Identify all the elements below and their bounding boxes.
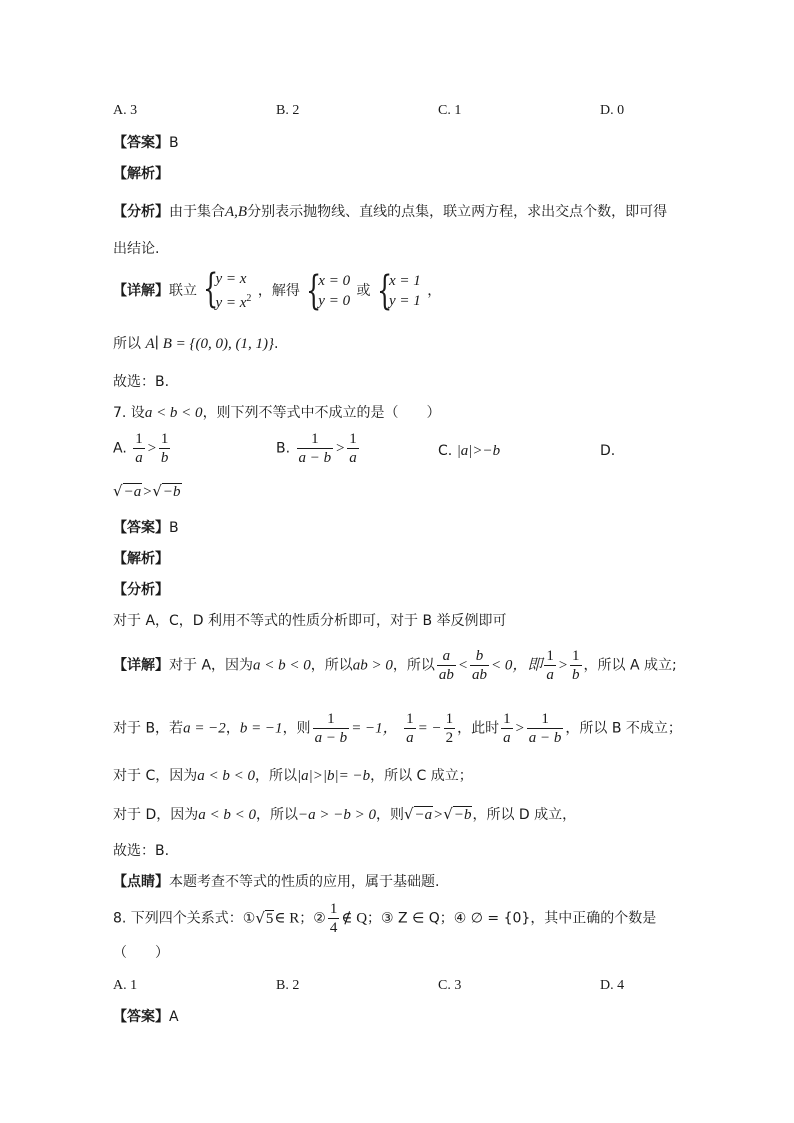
q7-fenxi-text: 对于 A，C，D 利用不等式的性质分析即可，对于 B 举反例即可: [113, 613, 507, 629]
q8-paren: （ ）: [113, 945, 169, 961]
fraction: [404, 710, 416, 747]
question-text: ，则下列不等式中不成立的是（ ）: [202, 405, 441, 421]
detail-text: ，所以: [392, 657, 435, 674]
q6-result: [113, 334, 278, 354]
q7-stem: [113, 403, 441, 423]
fenxi-text: 分别表示抛物线、直线的点集，联立两方程，求出交点个数，即可得: [247, 204, 668, 220]
sqrt: √−a: [403, 805, 433, 823]
fraction: [570, 647, 582, 684]
question-text: ，其中正确的个数是: [530, 910, 657, 927]
answer-tag: 【答案】: [113, 135, 169, 151]
question-number: 8. 下列四个关系式：①: [113, 910, 256, 927]
detail-text: ，所以: [310, 657, 353, 674]
detail-text: ，此时: [457, 720, 500, 737]
detail-text: ，所以: [254, 768, 297, 784]
numerator: 1: [329, 901, 338, 917]
q8-answer: [113, 1007, 179, 1027]
question-text: ；③ Z ∈ Q: [367, 910, 440, 927]
numerator: 1: [445, 711, 454, 727]
numerator: 1: [546, 648, 554, 664]
question-text: ；②: [299, 910, 326, 927]
sqrt: √5: [255, 909, 274, 927]
denominator: a − b: [314, 730, 348, 746]
q6-analysis: [113, 164, 169, 184]
q7-detail-d: [113, 804, 576, 825]
q7-fenxi-tag: [113, 580, 169, 600]
fraction: [159, 430, 171, 467]
answer-tag: 【答案】: [113, 520, 169, 536]
option-label: B.: [276, 440, 291, 457]
detail-text: ，所以 B 不成立；: [565, 720, 682, 737]
var: b: [173, 484, 181, 500]
q8-option-d: D. 4: [600, 978, 625, 993]
detail-tag: 【详解】: [113, 283, 169, 299]
fraction: [133, 430, 145, 467]
var: a: [424, 807, 433, 823]
q7-option-c: [438, 441, 500, 461]
denominator: a − b: [298, 450, 332, 466]
dianjing-text: 本题考查不等式的性质的应用，属于基础题.: [169, 874, 440, 890]
numerator: 1: [160, 431, 169, 447]
q7-option-b: [276, 430, 361, 474]
math-sets: A,B: [225, 204, 248, 220]
equation-base: y = x: [215, 295, 247, 311]
operator: >: [335, 440, 346, 457]
question-number: 7. 设: [113, 405, 145, 421]
detail-text: 对于 B，若: [113, 720, 184, 737]
result-expression: A∣ B = {(0, 0), (1, 1)}: [145, 336, 274, 352]
radicand: −a: [123, 484, 142, 500]
q6-fenxi-cont: 出结论.: [113, 241, 160, 257]
q6-fenxi: [113, 202, 667, 222]
radicand: −b: [162, 484, 181, 500]
q6-option-a: A. 3: [113, 103, 138, 118]
denominator: b: [160, 450, 169, 466]
fraction: [347, 430, 359, 467]
fraction: [297, 430, 334, 467]
denominator: a: [406, 730, 414, 746]
q7-answer: [113, 518, 179, 538]
q8-option-a: A. 1: [113, 978, 138, 993]
analysis-tag: 【解析】: [113, 551, 169, 567]
fraction: [470, 647, 489, 684]
math-expression: = −: [417, 720, 442, 737]
denominator: a: [135, 450, 143, 466]
denominator: ab: [472, 667, 488, 683]
option-label: C.: [438, 443, 453, 459]
q7-option-d-expr: [113, 481, 182, 502]
math-expression: a < b < 0: [197, 768, 255, 784]
equation-system-1: { y = x $y = x^2$: [203, 266, 252, 312]
numerator: 1: [313, 710, 350, 729]
fenxi-tag: 【分析】: [113, 582, 169, 598]
answer-value: B: [169, 135, 179, 151]
equation: y = 1: [388, 293, 421, 309]
q6-option-b: B. 2: [276, 103, 300, 118]
detail-text: ，所以 D 成立，: [472, 807, 577, 823]
denominator: a − b: [528, 730, 562, 746]
fenxi-text: 由于集合: [169, 204, 225, 220]
denominator: a: [503, 730, 511, 746]
numerator: 1: [135, 431, 143, 447]
math-expression: a < b < 0: [198, 807, 256, 823]
operator: >: [514, 720, 525, 737]
option-label: A.: [113, 440, 127, 457]
detail-text: 对于 D，因为: [113, 807, 199, 823]
detail-text: ，则: [375, 807, 404, 823]
numerator: 1: [572, 648, 580, 664]
detail-text: ，所以 C 成立；: [370, 768, 473, 784]
analysis-tag: 【解析】: [113, 166, 169, 182]
detail-text: 联立: [169, 283, 197, 299]
denominator: 2: [445, 730, 454, 746]
result-text: 所以: [113, 336, 141, 352]
equation-system-3: { x = 1 y = 1: [376, 268, 421, 314]
answer-tag: 【答案】: [113, 1009, 169, 1025]
q8-stem: [113, 900, 656, 940]
option-label: D.: [600, 443, 616, 459]
math-expression: ab > 0: [352, 657, 393, 674]
numerator: 1: [297, 430, 334, 449]
equation: [215, 289, 251, 313]
operator: >: [142, 484, 153, 500]
answer-value: B: [169, 520, 179, 536]
detail-text: ，: [427, 283, 442, 299]
q8-option-c: C. 3: [438, 978, 462, 993]
fraction: [501, 710, 513, 747]
operator: <: [457, 657, 469, 674]
numerator: b: [470, 647, 489, 666]
fraction: [527, 710, 564, 747]
detail-text: ，所以 A 成立;: [583, 657, 677, 674]
q6-option-c: C. 1: [438, 103, 462, 118]
math-relation: ∈ R: [274, 910, 300, 927]
sqrt: √−a: [113, 482, 142, 500]
denominator: 4: [329, 920, 338, 936]
fraction: [313, 710, 350, 747]
equation: y = 0: [318, 293, 351, 309]
result-text: .: [274, 336, 279, 352]
fenxi-tag: 【分析】: [113, 204, 169, 220]
equation: x = 1: [388, 273, 421, 289]
q7-detail-c: [113, 766, 473, 786]
denominator: ab: [438, 667, 454, 683]
answer-value: A: [169, 1009, 179, 1025]
q8-option-b: B. 2: [276, 978, 300, 993]
denominator: b: [572, 667, 580, 683]
sqrt: √−b: [152, 482, 181, 500]
operator: >: [146, 440, 157, 457]
detail-text: 对于 A，因为: [169, 657, 254, 674]
numerator: 1: [527, 710, 564, 729]
var: a: [133, 484, 142, 500]
math-expression: |a|>|b|= −b: [296, 768, 371, 784]
q7-analysis: [113, 549, 169, 569]
math-expression: a < b < 0: [253, 657, 311, 674]
fraction: [544, 647, 556, 684]
equation-system-2: { x = 0 y = 0: [306, 268, 351, 314]
numerator: 1: [406, 711, 414, 727]
q6-detail: [113, 266, 442, 317]
sqrt: √−b: [443, 805, 472, 823]
denominator: a: [546, 667, 554, 683]
math-expression: |a|>−b: [456, 443, 501, 459]
math-expression: < 0，即: [491, 657, 543, 674]
equation: x = 0: [318, 273, 351, 289]
detail-text: ，所以: [255, 807, 298, 823]
equation: y = x: [215, 271, 247, 287]
fraction: [444, 710, 456, 747]
fraction: [328, 900, 340, 937]
q6-option-d: D. 0: [600, 103, 625, 118]
math-expression: a < b < 0: [144, 405, 203, 421]
operator: >: [433, 807, 444, 823]
q7-dianjing: [113, 872, 439, 892]
numerator: a: [437, 647, 456, 666]
q7-option-a: [113, 430, 172, 474]
fraction: [437, 647, 456, 684]
detail-text: 或: [356, 283, 371, 299]
denominator: a: [349, 450, 357, 466]
detail-text: ，: [225, 720, 240, 737]
exponent: 2: [246, 293, 252, 304]
q6-answer: [113, 133, 179, 153]
detail-text: 对于 C，因为: [113, 768, 198, 784]
math-expression: a = −2: [183, 720, 226, 737]
var: b: [463, 807, 472, 823]
numerator: 1: [349, 431, 357, 447]
numerator: 1: [503, 711, 511, 727]
math-expression: b = −1: [239, 720, 283, 737]
math-relation: ∉ Q: [341, 910, 368, 927]
detail-text: ，解得: [257, 283, 300, 299]
math-expression: −a > −b > 0: [297, 807, 376, 823]
operator: >: [557, 657, 569, 674]
dianjing-tag: 【点睛】: [113, 874, 169, 890]
radicand: −a: [414, 807, 433, 823]
radicand: −b: [453, 807, 472, 823]
radicand: 5: [265, 911, 274, 927]
math-expression: = −1，: [351, 720, 398, 737]
q6-choose: 故选：B.: [113, 374, 170, 390]
q7-choose: 故选：B.: [113, 843, 170, 859]
q7-detail-b: [113, 710, 682, 754]
question-text: ；④ ∅ = {0}: [439, 910, 531, 927]
detail-text: ，则: [282, 720, 311, 737]
q7-detail-a: [113, 647, 677, 691]
q7-option-d: [600, 441, 615, 461]
detail-tag: 【详解】: [113, 657, 169, 674]
